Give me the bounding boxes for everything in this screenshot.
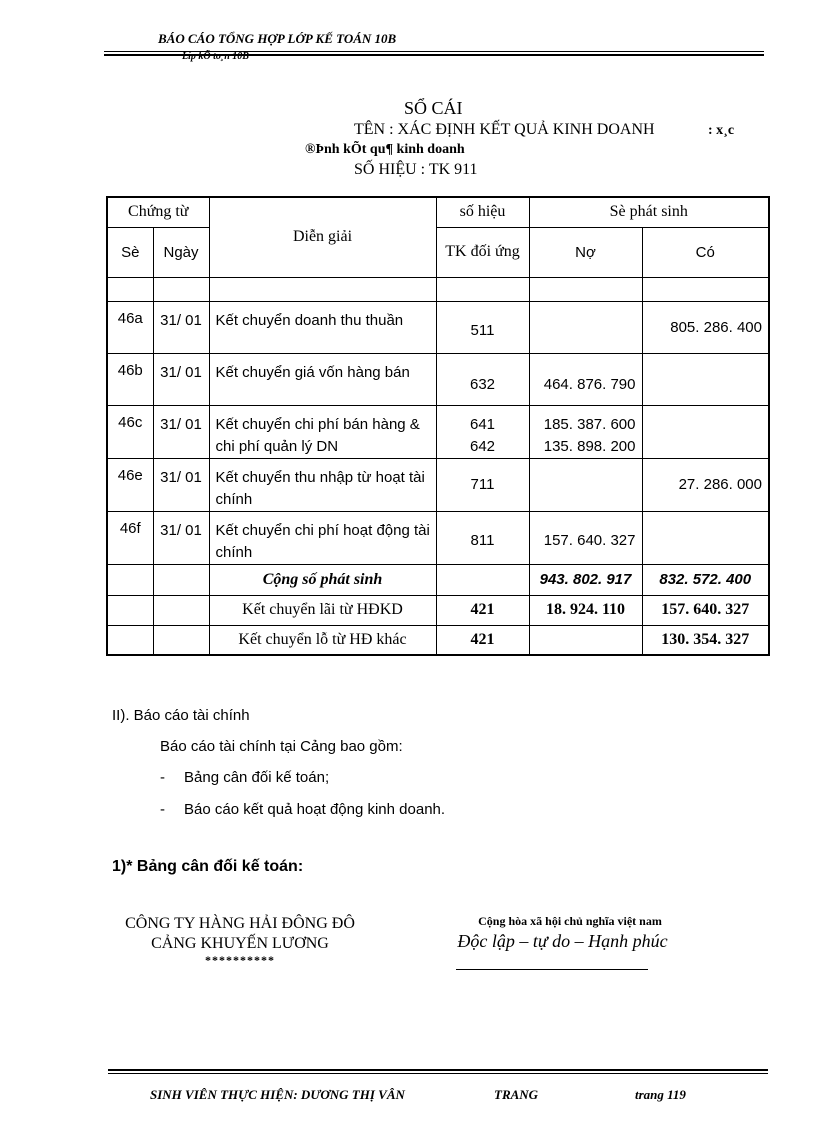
report-header-title: BÁO CÁO TỔNG HỢP LỚP KẾ TOÁN 10B bbox=[158, 31, 397, 46]
cell-dien-giai: Kết chuyển chi phí hoạt động tài chính bbox=[209, 511, 436, 564]
subsection-heading: 1)* Bảng cân đối kế toán: bbox=[112, 858, 304, 875]
table-row bbox=[107, 301, 769, 353]
cell-tk: 811 bbox=[436, 511, 529, 564]
cell-lai-co: 157. 640. 327 bbox=[642, 595, 769, 625]
cell-so: 46e bbox=[107, 458, 153, 511]
company-line-2: CẢNG KHUYẾN LƯƠNG bbox=[151, 935, 329, 952]
cell-co bbox=[642, 405, 769, 458]
cell-ngay: 31/ 01 bbox=[153, 405, 209, 458]
header-so: Sè bbox=[107, 227, 153, 277]
footer-page-number: trang 119 bbox=[635, 1087, 686, 1102]
footer-trang-label: TRANG bbox=[494, 1087, 539, 1102]
cell-dien-giai: Kết chuyển thu nhập từ hoạt tài chính bbox=[209, 458, 436, 511]
cell-tk: 511 bbox=[436, 301, 529, 353]
section-heading: II). Báo cáo tài chính bbox=[112, 707, 250, 724]
header-ngay: Ngày bbox=[153, 227, 209, 277]
cell-no bbox=[529, 458, 642, 511]
cell-lai-label: Kết chuyển lãi từ HĐKD bbox=[209, 595, 436, 625]
cell-so: 46f bbox=[107, 511, 153, 564]
cell-ngay: 31/ 01 bbox=[153, 353, 209, 405]
footer-rule-thick bbox=[108, 1069, 768, 1071]
table-row-empty bbox=[107, 277, 769, 301]
cell-ngay: 31/ 01 bbox=[153, 511, 209, 564]
header-so-hieu: số hiệu bbox=[436, 197, 529, 227]
table-row bbox=[107, 353, 769, 405]
header-chung-tu: Chứng từ bbox=[107, 197, 209, 227]
cell-lai-tk: 421 bbox=[436, 595, 529, 625]
section-intro: Báo cáo tài chính tại Cảng bao gồm: bbox=[160, 738, 403, 755]
ledger-table bbox=[106, 196, 770, 656]
table-row bbox=[107, 511, 769, 564]
list-bullet: - bbox=[160, 769, 165, 786]
header-no: Nợ bbox=[529, 227, 642, 277]
cell-tk: 632 bbox=[436, 353, 529, 405]
cell-no-2: 135. 898. 200 bbox=[543, 437, 636, 455]
header-co: Có bbox=[642, 227, 769, 277]
cell-co: 805. 286. 400 bbox=[642, 301, 769, 353]
ledger-title: SỔ CÁI bbox=[404, 98, 463, 118]
cell-tk-1: 641 bbox=[469, 415, 496, 433]
header-dien-giai: Diễn giải bbox=[209, 197, 436, 277]
cell-dien-giai: Kết chuyển chi phí bán hàng & chi phí quản lý DN bbox=[209, 405, 436, 458]
cell-lo-co: 130. 354. 327 bbox=[642, 625, 769, 655]
cell-lo-label: Kết chuyển lỗ từ HĐ khác bbox=[209, 625, 436, 655]
cell-so: 46b bbox=[107, 353, 153, 405]
table-row bbox=[107, 458, 769, 511]
table-row bbox=[107, 405, 769, 458]
account-name: TÊN : XÁC ĐỊNH KẾT QUẢ KINH DOANH bbox=[354, 121, 655, 138]
cell-lo-tk: 421 bbox=[436, 625, 529, 655]
table-row-lo bbox=[107, 625, 769, 655]
republic-name: Cộng hòa xã hội chủ nghĩa việt nam bbox=[478, 914, 662, 928]
cell-so: 46c bbox=[107, 405, 153, 458]
company-stars: ********** bbox=[205, 953, 275, 967]
cell-dien-giai: Kết chuyển giá vốn hàng bán bbox=[209, 353, 436, 405]
account-name-garbled: ®Þnh kÕt qu¶ kinh doanh bbox=[305, 142, 465, 157]
cell-no bbox=[529, 301, 642, 353]
cell-co: 27. 286. 000 bbox=[642, 458, 769, 511]
account-number: SỐ HIỆU : TK 911 bbox=[354, 161, 478, 178]
cell-tk: 711 bbox=[436, 458, 529, 511]
cell-total-label: Cộng số phát sinh bbox=[209, 564, 436, 595]
header-so-phat-sinh: Sè phát sinh bbox=[529, 197, 769, 227]
cell-dien-giai: Kết chuyển doanh thu thuần bbox=[209, 301, 436, 353]
cell-no-1: 185. 387. 600 bbox=[543, 415, 636, 433]
header-tk-doi-ung: TK đối ứng bbox=[436, 227, 529, 277]
republic-motto: Độc lập – tự do – Hạnh phúc bbox=[457, 931, 668, 951]
cell-co bbox=[642, 353, 769, 405]
motto-underline bbox=[456, 969, 648, 970]
cell-ngay: 31/ 01 bbox=[153, 458, 209, 511]
cell-ngay: 31/ 01 bbox=[153, 301, 209, 353]
table-row-total bbox=[107, 564, 769, 595]
cell-lai-no: 18. 924. 110 bbox=[529, 595, 642, 625]
company-line-1: CÔNG TY HÀNG HẢI ĐÔNG ĐÔ bbox=[125, 915, 355, 932]
account-name-garbled-suffix: : x¸c bbox=[708, 123, 735, 138]
cell-total-no: 943. 802. 917 bbox=[529, 564, 642, 595]
cell-lo-no bbox=[529, 625, 642, 655]
cell-tk-2: 642 bbox=[469, 437, 496, 455]
header-subtitle: Líp kÕ to¸n 10B bbox=[182, 51, 249, 62]
list-item: Bảng cân đối kế toán; bbox=[184, 769, 330, 786]
list-bullet: - bbox=[160, 801, 165, 818]
cell-total-co: 832. 572. 400 bbox=[642, 564, 769, 595]
cell-co bbox=[642, 511, 769, 564]
footer-rule-thin bbox=[108, 1073, 768, 1074]
cell-so: 46a bbox=[107, 301, 153, 353]
list-item: Báo cáo kết quả hoạt động kinh doanh. bbox=[184, 801, 446, 818]
company-name bbox=[100, 914, 380, 954]
footer-author: SINH VIÊN THỰC HIỆN: DƯƠNG THỊ VÂN bbox=[150, 1087, 405, 1102]
table-row-lai bbox=[107, 595, 769, 625]
cell-no: 464. 876. 790 bbox=[529, 353, 642, 405]
cell-no: 157. 640. 327 bbox=[529, 511, 642, 564]
